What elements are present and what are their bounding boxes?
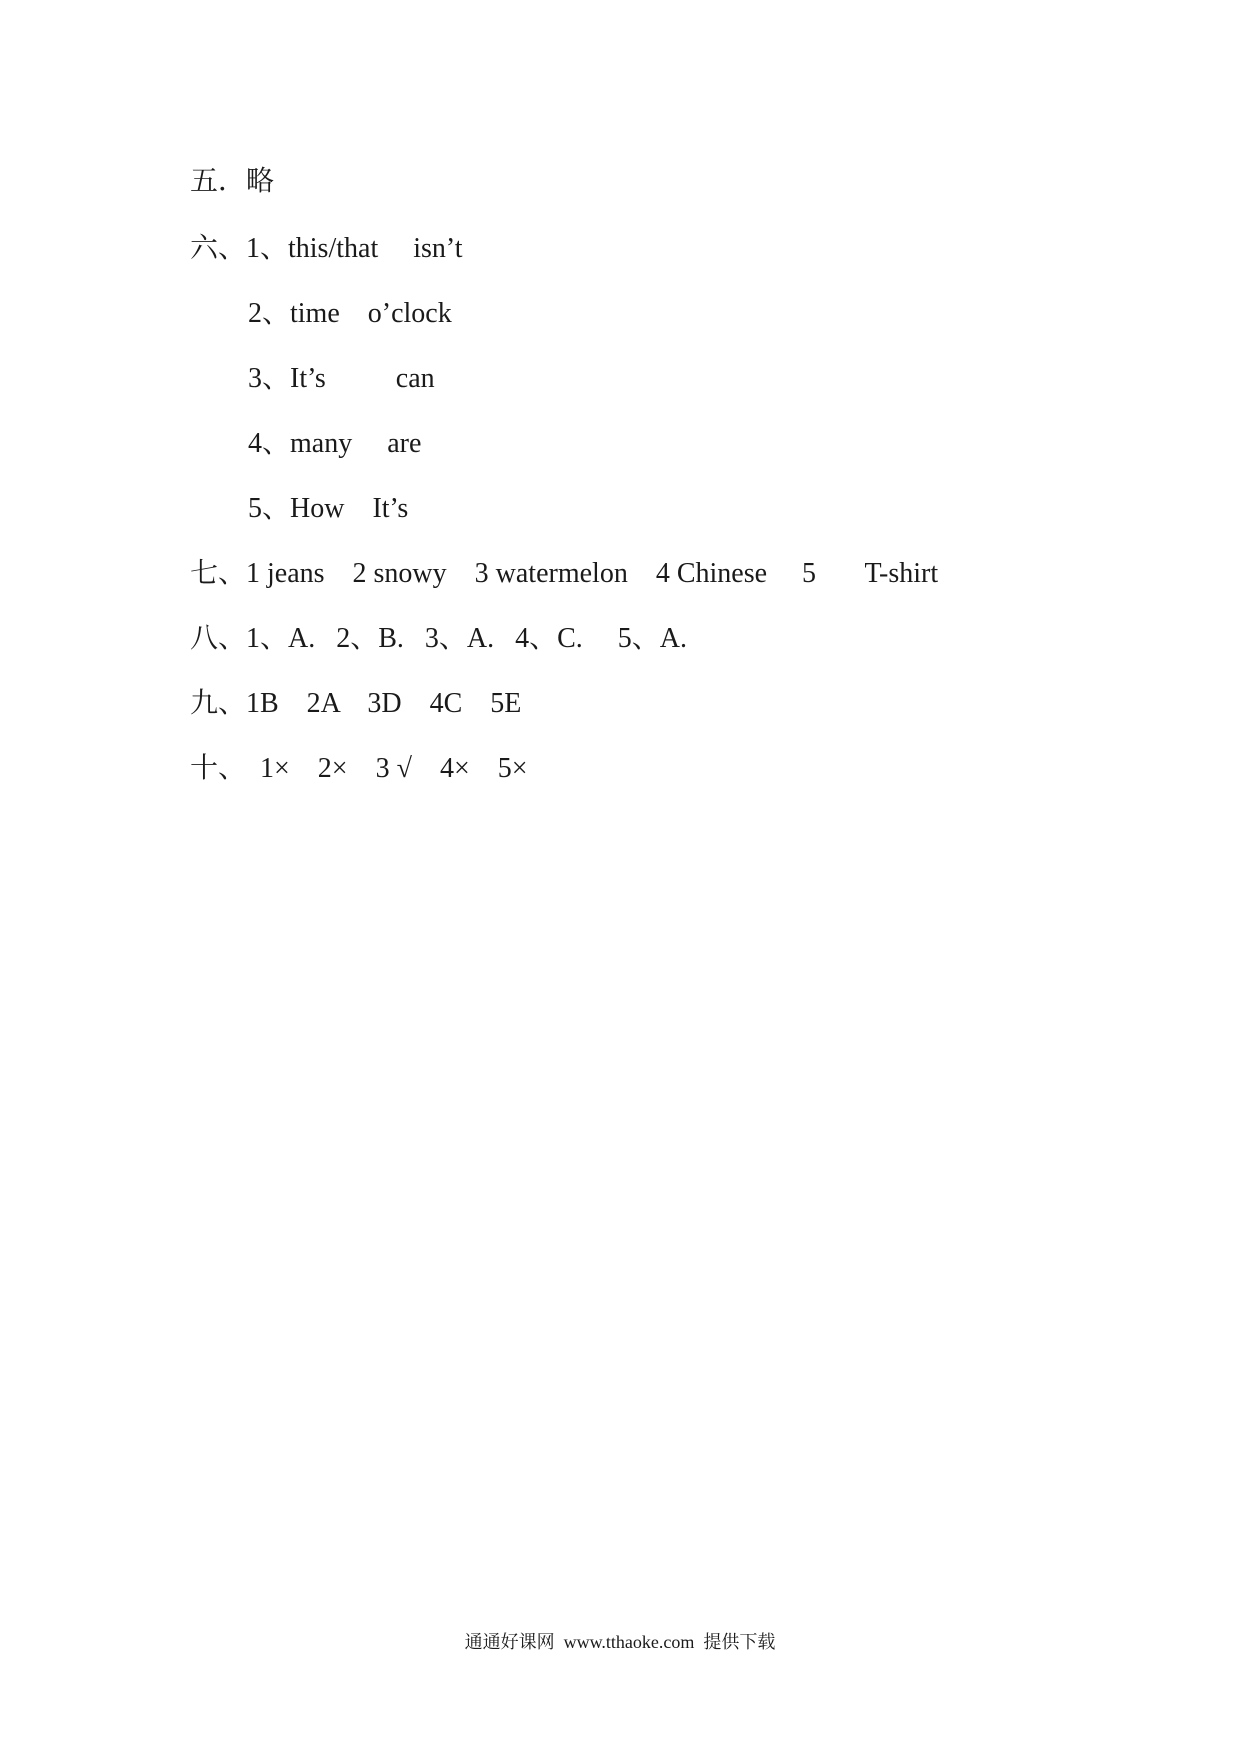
answer-section-6-item-2: 2、time o’clock — [248, 298, 452, 329]
answer-section-5: 五．略 — [190, 166, 275, 197]
answer-section-6-item-4: 4、many are — [248, 428, 422, 459]
answer-section-9: 九、1B 2A 3D 4C 5E — [190, 688, 522, 719]
answer-section-7: 七、1 jeans 2 snowy 3 watermelon 4 Chinese 5 T-shirt — [190, 558, 939, 589]
answer-section-6-item-5: 5、How It’s — [248, 493, 409, 524]
answer-section-10: 十、 1× 2× 3 √ 4× 5× — [190, 753, 528, 784]
answer-section-8: 八、1、A. 2、B. 3、A. 4、C. 5、A. — [190, 623, 688, 654]
answer-section-6-item-3: 3、It’s can — [248, 363, 435, 394]
answer-section-6-item-1: 六、1、this/that isn’t — [190, 233, 463, 264]
page-footer: 通通好课网 www.tthaoke.com 提供下载 — [464, 1632, 776, 1652]
